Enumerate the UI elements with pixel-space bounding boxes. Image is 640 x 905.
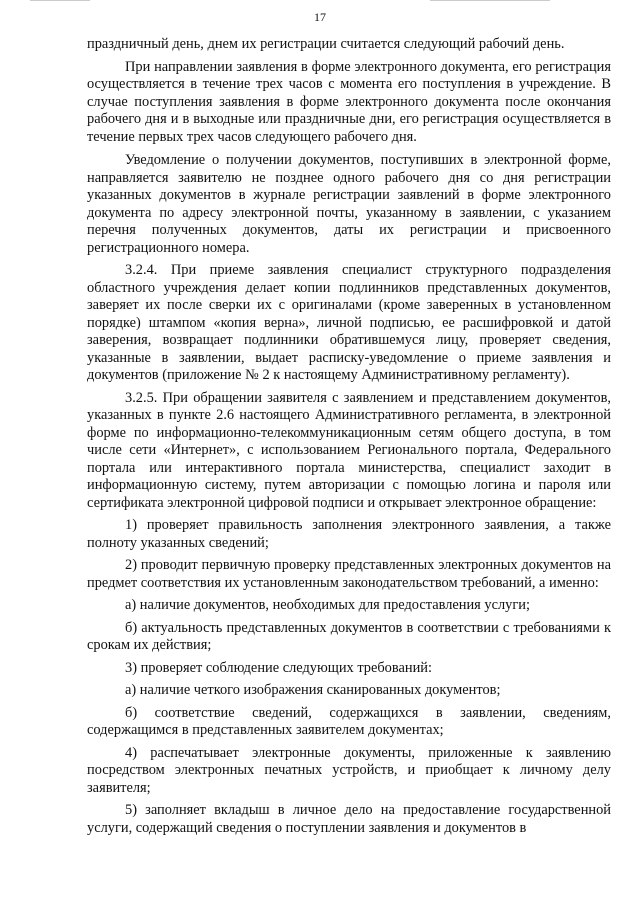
scan-edge-mark xyxy=(30,0,90,1)
paragraph: При направлении заявления в форме электронного документа, его регистрация осуществляется в течение трех часов с момента его поступления в учреждение. В случае поступления заявления в форме электронного документа после окончания рабочего дня и в выходные или праздничные дни, его регистрация осуществляется в течение первых трех часов следующего рабочего дня. xyxy=(87,58,611,145)
paragraph: 3.2.5. При обращении заявителя с заявлением и представлением документов, указанных в пункте 2.6 настоящего Административного регламента, в электронной форме по информационно-телекоммуникационным сетям общего доступа, в том числе сети «Интернет», с использованием Регионального портала, Федерального портала или интерактивного портала министерства, специалист заходит в информационную систему, путем авторизации с помощью логина и пароля или сертификата электронной цифровой подписи и открывает электронное обращение: xyxy=(87,389,611,511)
paragraph: 3.2.4. При приеме заявления специалист структурного подразделения областного учреждения делает копии подлинников представленных документов, заверяет их после сверки их с оригиналами (кроме заверенных в установленном порядке) штампом «копия верна», личной подписью, ее расшифровкой и датой заверения, возвращает подлинники обратившемуся лицу, проверяет сведения, указанные в заявлении, выдает расписку-уведомление о приеме заявления и документов (приложение № 2 к настоящему Административному регламенту). xyxy=(87,262,611,383)
list-item: 2) проводит первичную проверку представленных электронных документов на предмет соответствия их установленным законодательством требований, а именно: xyxy=(87,557,611,591)
page-number: 17 xyxy=(314,10,326,24)
list-item: а) наличие документов, необходимых для предоставления услуги; xyxy=(125,597,530,613)
list-item: б) соответствие сведений, содержащихся в заявлении, сведениям, содержащимся в представленных заявителем документах; xyxy=(87,704,611,738)
list-item: 3) проверяет соблюдение следующих требований: xyxy=(125,659,432,676)
list-item: а) наличие четкого изображения сканированных документов; xyxy=(125,682,501,698)
list-item: 4) распечатывает электронные документы, приложенные к заявлению посредством электронных печатных устройств, и приобщает к личному делу заявителя; xyxy=(87,744,611,796)
paragraph: Уведомление о получении документов, поступивших в электронной форме, направляется заявителю не позднее одного рабочего дня со дня регистрации указанных документов в журнале регистрации заявлений в форме электронного документа по адресу электронной почты, указанному в заявлении, с указанием перечня полученных документов, даты их регистрации и присвоенного регистрационного номера. xyxy=(87,152,611,256)
list-item: 5) заполняет вкладыш в личное дело на предоставление государственной услуги, содержащий сведения о поступлении заявления и документов в xyxy=(87,802,611,836)
list-item: б) актуальность представленных документов в соответствии с требованиями к срокам их действия; xyxy=(87,619,611,653)
list-item: 1) проверяет правильность заполнения электронного заявления, а также полноту указанных сведений; xyxy=(87,517,611,551)
scan-edge-mark xyxy=(430,0,550,1)
paragraph: праздничный день, днем их регистрации считается следующий рабочий день. xyxy=(87,36,565,52)
document-body xyxy=(87,36,611,842)
